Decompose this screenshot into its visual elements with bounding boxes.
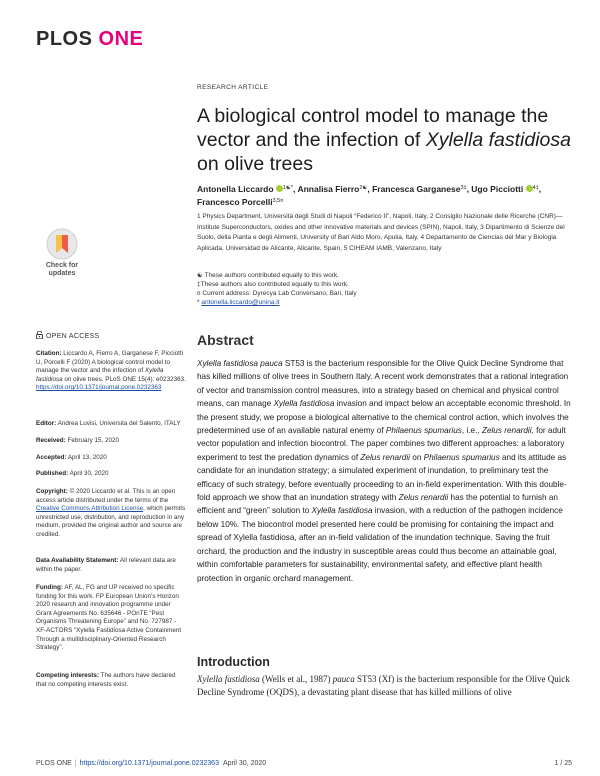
introduction-text: Xylella fastidiosa (Wells et al., 1987) pauca ST53 (Xf) is the bacterium responsible for the Olive Quick Decline Syndrome (OQDS), a devastating plant disease that has killed millions of olive: [197, 674, 570, 697]
copyright: Copyright: © 2020 Liccardo et al. This is an open access article distributed under the terms of the Creative Commons Attribution License, which permits unrestricted use, distribution, and reproduction in any medium, provided the original author and source are credited.: [36, 488, 186, 538]
doi-link[interactable]: https://doi.org/10.1371/journal.pone.0232363: [36, 384, 162, 392]
note-equal: ☯ These authors contributed equally to this work.: [197, 272, 339, 279]
license-link[interactable]: Creative Commons Attribution License: [36, 505, 144, 513]
affiliations: 1 Physics Department, Università degli Studi di Napoli “Federico II”, Napoli, Italy, 2 Consiglio Nazionale delle Ricerche (CNR)—Institute Superconductors, oxides and other innovative materials and devices (SPIN), Napoli, Italy, 3 Dipartimento di Scienze del Suolo, della Pianta e degli Alimenti, University of Bari Aldo Moro, Apulia, Italy, 4 Departamento de Ciencias del Mar y Biologia Aplicada, Universidad de Alicante, Alicante, Spain, 5 CIHEAM IAMB, Valenzano, Italy: [197, 213, 565, 252]
author-name: Annalisa Fierro: [297, 184, 360, 194]
orcid-icon[interactable]: [276, 185, 283, 192]
funding: Funding: AF, AL, FG and UP received no specific funding for this work. FP European Union’s Horizon 2020 research and innovation programme under Grant Agreements No. 635646 - POnTE “Pest Organisms Threatening Europe” and No. 727987 - XF-ACTORS “Xylella Fastidiosa Active Containment Through a multidisciplinary-Oriented Research Strategy”.: [36, 584, 182, 652]
author-list: Antonella Liccardo $^{1☯*}$, Annalisa Fierro$^{2☯}$, Francesca Garganese$^{3\ddagger}$, Ugo Picciotti $^{4\ddagger}$, Francesco Porcelli$^{3,5¤}$: [197, 184, 542, 207]
author-name: Antonella Liccardo: [197, 184, 274, 194]
editor: Editor: Andrea Luvisi, Universita del Salento, ITALY: [36, 420, 181, 427]
logo-plos: PLOS: [36, 28, 93, 50]
note-address: ¤ Current address: Dyrecya Lab Conversano, Bari, Italy: [197, 290, 357, 297]
abstract-heading: Abstract: [197, 332, 254, 348]
citation: Citation: Liccardo A, Fierro A, Garganese F, Picciotti U, Porcelli F (2020) A biological control model to manage the vector and the infection of Xylella fastidiosa on olive trees. PLoS ONE 15(4): e0232363. https://doi.org/10.1371/journal.pone.0232363: [36, 350, 186, 392]
competing-interests: Competing interests: The authors have declared that no competing interests exist.: [36, 672, 176, 688]
journal-logo[interactable]: [36, 28, 143, 51]
published-date: Published: April 30, 2020: [36, 470, 109, 477]
page-number: 1 / 25: [554, 760, 572, 767]
bookmark-icon: [37, 228, 87, 262]
email-link[interactable]: antonella.liccardo@unina.it: [201, 299, 280, 306]
data-availability: Data Availability Statement: All relevant data are within the paper.: [36, 557, 176, 573]
page-footer: PLOS ONE | https://doi.org/10.1371/journal.pone.0232363 April 30, 2020 1 / 25: [36, 760, 572, 767]
author-name: Ugo Picciotti: [471, 184, 524, 194]
note-also-equal: ‡These authors also contributed equally to this work.: [197, 281, 349, 288]
note-email: * antonella.liccardo@unina.it: [197, 299, 280, 306]
article-type: RESEARCH ARTICLE: [197, 84, 269, 91]
received-date: Received: February 15, 2020: [36, 437, 119, 444]
author-name: Francesca Garganese: [372, 184, 461, 194]
footer-doi-link[interactable]: https://doi.org/10.1371/journal.pone.0232363: [79, 760, 219, 767]
open-access-label: OPEN ACCESS: [36, 331, 184, 342]
introduction-heading: Introduction: [197, 655, 270, 669]
article-title: A biological control model to manage the vector and the infection of Xylella fastidiosa on olive trees: [197, 105, 571, 175]
author-name: Francesco Porcelli: [197, 197, 273, 207]
logo-one: ONE: [98, 28, 144, 50]
orcid-icon[interactable]: [526, 185, 533, 192]
check-for-updates-badge[interactable]: Check for updates: [37, 228, 87, 286]
abstract-text: Xylella fastidiosa pauca ST53 is the bacterium responsible for the Olive Quick Decline Syndrome that has killed millions of olive trees in Southern Italy. A recent work demonstrates that a rational integration of vector and transmission control measures, into a strategy based on chemical and physical control means, can manage Xylella fastidiosa invasion and impact below an acceptable economic threshold. In the present study, we propose a biological alternative to the chemical control action, which involves the predetermined use of an available natural enemy of Philaenus spumarius, i.e., Zelus renardii, for adult vector population and infection biocontrol. The paper combines two different approaches: a laboratory experiment to test the predation dynamics of Zelus renardii on Philaenus spumarius and its attitude as candidate for an inundation strategy; a simulated experiment of inundation, to preliminary test the efficacy of such strategy, before eventually proceeding to an in-field experimentation. With this double-fold approach we show that an inundation strategy with Zelus renardii has the potential to furnish an efficient and “green” solution to Xylella fastidiosa invasion, with a reduction of the pathogen incidence below 10%. The biocontrol model presented here could be promising for containing the impact and spread of Xylella fastidiosa, after an in-field validation of the inundation technique. Saving the fruit orchard, the production and the industry in susceptible areas could thus become an attainable goal, within comfortable parameters for sustainability, environmental safety, and effective plant health protection in organic orchard management.: [197, 359, 571, 583]
accepted-date: Accepted: April 13, 2020: [36, 454, 107, 461]
open-lock-icon: [36, 331, 43, 339]
footer-journal: PLOS ONE: [36, 760, 72, 767]
author-notes: [197, 271, 572, 307]
footer-date: April 30, 2020: [222, 760, 267, 767]
